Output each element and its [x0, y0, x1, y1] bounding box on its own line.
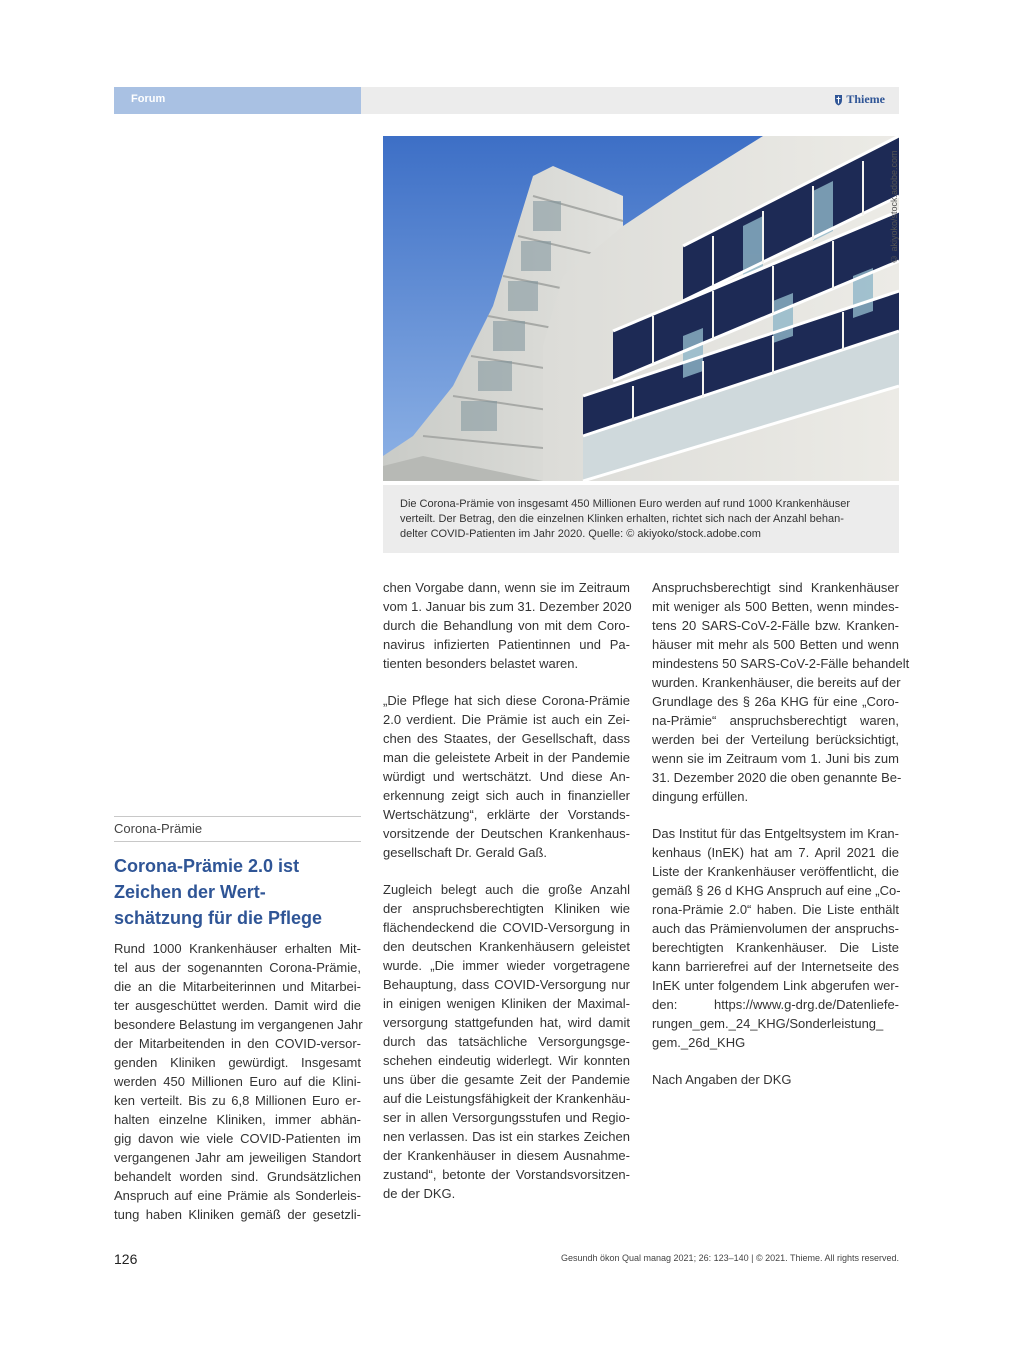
- text-line: in einigen wenigen Kliniken der Maximal-: [383, 996, 630, 1011]
- text-line: kann barrierefrei auf der Internetseite des: [652, 959, 899, 974]
- text-line: erkennung zeigt sich auch in finanzieller: [383, 788, 630, 803]
- text-line: wurden. Krankenhäuser, die bereits auf der: [652, 675, 901, 690]
- text-column-2: [383, 578, 630, 1203]
- text-line: der Krankenhäuser in diesem Ausnahme-: [383, 1148, 630, 1163]
- text-line: die an die Mitarbeiterinnen und Mitarbei-: [114, 979, 361, 994]
- text-line: „Die Pflege hat sich diese Corona-Prämie: [383, 693, 630, 708]
- headline-line: Corona-Prämie 2.0 ist: [114, 856, 300, 876]
- source-note: Nach Angaben der DKG: [652, 1072, 792, 1087]
- text-line: ter ausgeschüttet werden. Damit wird die: [114, 998, 361, 1013]
- publisher-name: Thieme: [846, 92, 885, 106]
- hospital-building-photo: [383, 136, 899, 481]
- text-line: würdigt und wertschätzt. Und diese An-: [383, 769, 630, 784]
- text-line: dingung erfüllen.: [652, 789, 749, 804]
- section-divider-top: [114, 816, 361, 817]
- text-line: Das Institut für das Entgeltsystem im Kran-: [652, 826, 899, 841]
- text-line: werden bei der Verteilung berücksichtigt,: [652, 732, 899, 747]
- text-line: tienten besonders belastet waren.: [383, 656, 579, 671]
- text-line: 2.0 verdient. Die Prämie ist auch ein Zei-: [383, 712, 630, 727]
- text-line: vergangenen Jahr am jeweiligen Standort: [114, 1150, 361, 1165]
- text-line: mindestens 50 SARS-CoV-2-Fälle behandelt: [652, 656, 910, 671]
- text-line: Behauptung, dass COVID-Versorgung nur: [383, 977, 630, 992]
- brand-header-bar: [361, 87, 899, 114]
- text-line: wurde. „Die immer wieder vorgetragene: [383, 958, 630, 973]
- text-line: uns über die gesamte Zeit der Pandemie: [383, 1072, 630, 1087]
- text-line: Anspruchsberechtigt sind Krankenhäuser: [652, 580, 899, 595]
- caption-line: verteilt. Der Betrag, den die einzelnen Klinken erhalten, richtet sich nach der Anzahl behan-: [400, 513, 844, 525]
- text-line: gesellschaft Dr. Gerald Gaß.: [383, 845, 548, 860]
- text-line: ser in allen Versorgungsstufen und Regio-: [383, 1110, 630, 1125]
- caption-line: Die Corona-Prämie von insgesamt 450 Millionen Euro werden auf rund 1000 Krankenhäuser: [400, 498, 851, 510]
- text-line: gig davon wie viele COVID-Patienten im: [114, 1131, 361, 1146]
- figure-caption: [383, 485, 899, 553]
- text-line: gemäß § 26 d KHG Anspruch auf eine „Co-: [652, 883, 901, 898]
- text-line: zustand“, betonte der Vorstandsvorsitzen-: [383, 1167, 630, 1182]
- text-line: 31. Dezember 2020 die oben genannte Be-: [652, 770, 902, 785]
- text-line: Wertschätzung“, erklärte der Vorstands-: [383, 807, 630, 822]
- photo-credit: © akiyoko/stock.adobe.com: [889, 150, 899, 264]
- headline-line: Zeichen der Wert-: [114, 882, 266, 902]
- text-line: halten einzelne Kliniken, immer abhän-: [114, 1112, 361, 1127]
- text-line: vom 1. Januar bis zum 31. Dezember 2020: [383, 599, 632, 614]
- page-number: 126: [114, 1251, 138, 1267]
- text-line: nen verlassen. Das ist ein starkes Zeichen: [383, 1129, 630, 1144]
- text-line: Grundlage des § 26a KHG für eine „Coro-: [652, 694, 899, 709]
- text-column-3: [652, 578, 910, 1089]
- text-line: wenn sie im Zeitraum vom 1. Juni bis zum: [652, 751, 899, 766]
- text-line: tung haben Kliniken gemäß der gesetzli-: [114, 1207, 361, 1222]
- text-line: besondere Belastung im vergangenen Jahr: [114, 1017, 363, 1032]
- text-line: ken verteilt. Bis zu 6,8 Millionen Euro er-: [114, 1093, 361, 1108]
- section-name: Forum: [131, 93, 166, 105]
- text-line: durch das tatsächliche Versorgungsge-: [383, 1034, 630, 1049]
- text-line: rona-Prämie 2.0“ haben. Die Liste enthält: [652, 902, 899, 917]
- text-line: tel aus der sogenannten Corona-Prämie,: [114, 960, 361, 975]
- text-line: Zugleich belegt auch die große Anzahl: [383, 882, 630, 897]
- text-line: InEK unter folgendem Link abgerufen wer-: [652, 978, 899, 993]
- text-line: behandelt worden sind. Grundsätzlichen: [114, 1169, 361, 1184]
- section-divider-bottom: [114, 841, 361, 842]
- text-line: versorgung stattgefunden hat, wird damit: [383, 1015, 630, 1030]
- text-line: man die geleistete Arbeit in der Pandemie: [383, 750, 630, 765]
- text-line: der anspruchsberechtigten Kliniken wie: [383, 901, 630, 916]
- text-line: durch die Behandlung von mit dem Coro-: [383, 618, 630, 633]
- url-line: gem._26d_KHG: [652, 1035, 746, 1050]
- text-line: vorsitzende der Deutschen Krankenhaus-: [383, 826, 630, 841]
- text-line: Liste der Krankenhäuser veröffentlicht, die: [652, 864, 899, 879]
- thieme-emblem-icon: [834, 94, 843, 106]
- building-illustration: [383, 136, 899, 481]
- text-line: genden Kliniken gewürdigt. Insgesamt: [114, 1055, 361, 1070]
- text-line: werden 450 Millionen Euro auf die Klini-: [114, 1074, 361, 1089]
- text-line: de der DKG.: [383, 1186, 456, 1201]
- text-line: Rund 1000 Krankenhäuser erhalten Mit-: [114, 941, 361, 956]
- text-line: chen Vorgabe dann, wenn sie im Zeitraum: [383, 580, 630, 595]
- text-line: auf die Leistungsfähigkeit der Krankenhäu-: [383, 1091, 631, 1106]
- text-line: navirus infizierten Patientinnen und Pa-: [383, 637, 630, 652]
- url-line: den: https://www.g-drg.de/Datenliefe-: [652, 997, 899, 1012]
- text-line: mit weniger als 500 Betten, wenn mindes-: [652, 599, 899, 614]
- text-line: flächendeckend die COVID-Versorgung in: [383, 920, 630, 935]
- text-line: häuser mit mehr als 500 Betten und wenn: [652, 637, 899, 652]
- headline-line: schätzung für die Pflege: [114, 908, 323, 928]
- text-line: den deutschen Krankenhäusern geleistet: [383, 939, 630, 954]
- text-line: na-Prämie“ anspruchsberechtigt waren,: [652, 713, 899, 728]
- text-line: chen des Staates, der Gesellschaft, dass: [383, 731, 630, 746]
- url-line: rungen_gem._24_KHG/Sonderleistung_: [652, 1016, 884, 1031]
- text-line: Anspruch auf eine Prämie als Sonderleis-: [114, 1188, 361, 1203]
- text-column-1: [114, 939, 361, 1224]
- section-header-bar: [114, 87, 361, 114]
- caption-line: delter COVID-Patienten im Jahr 2020. Quelle: © akiyoko/stock.adobe.com: [400, 528, 761, 540]
- section-label: Corona-Prämie: [114, 821, 203, 836]
- text-line: berechtigten Krankenhäuser. Die Liste: [652, 940, 899, 955]
- journal-citation: Gesundh ökon Qual manag 2021; 26: 123–140 | © 2021. Thieme. All rights reserved.: [560, 1253, 899, 1263]
- article-headline: [114, 853, 361, 931]
- text-line: der Mitarbeitenden in den COVID-versor-: [114, 1036, 361, 1051]
- text-line: schehen eindeutig widerlegt. Wir konnten: [383, 1053, 630, 1068]
- text-line: kenhaus (InEK) hat am 7. April 2021 die: [652, 845, 899, 860]
- text-line: tens 20 SARS-CoV-2-Fälle bzw. Kranken-: [652, 618, 899, 633]
- text-line: auch das Prämienvolumen der anspruchs-: [652, 921, 899, 936]
- publisher-logo: [834, 92, 885, 107]
